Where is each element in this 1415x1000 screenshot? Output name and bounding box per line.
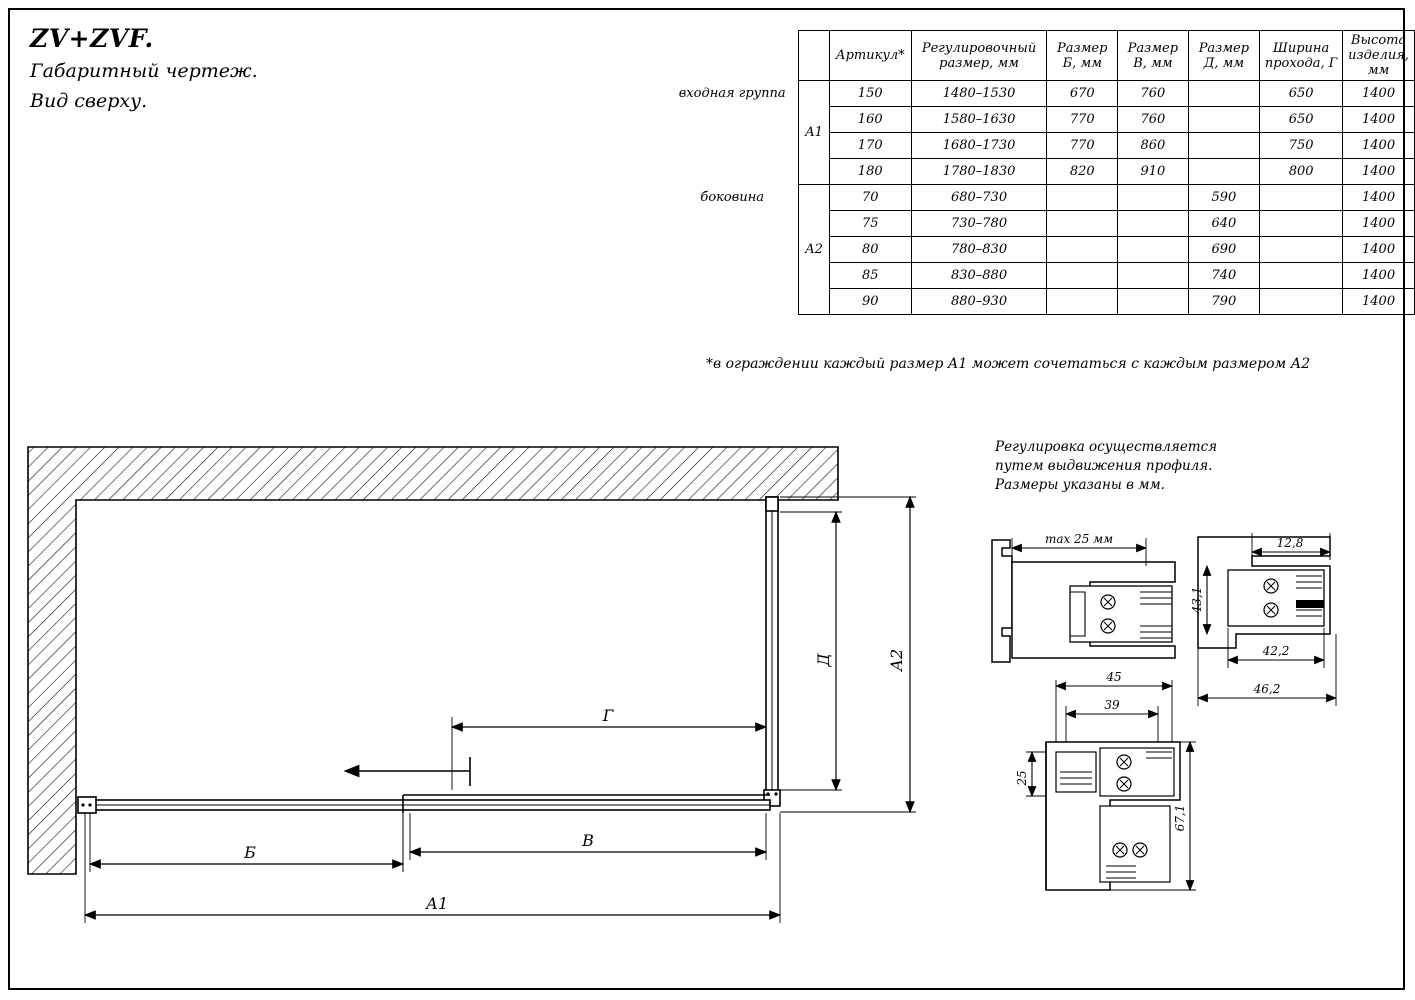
dimension-max25-label: max 25 мм: [1044, 532, 1114, 546]
cell-v: 760: [1118, 107, 1189, 133]
cell-h: 1400: [1343, 81, 1415, 107]
dimension-v-label: В: [582, 831, 594, 850]
dimension-67-1-label: 67,1: [1173, 804, 1187, 832]
cell-b: 770: [1047, 133, 1118, 159]
dimension-g: [452, 706, 766, 790]
dimension-a2: [780, 497, 916, 812]
dimension-12-8-label: 12,8: [1276, 536, 1304, 550]
cell-article: 160: [829, 107, 911, 133]
cell-adjust: 1580–1630: [911, 107, 1047, 133]
profile-section-wall: [992, 540, 1175, 662]
cell-d: 590: [1188, 185, 1259, 211]
dimension-39: [1066, 698, 1158, 742]
cell-b: 820: [1047, 159, 1118, 185]
cell-adjust: 730–780: [911, 211, 1047, 237]
profile-section-corner: [1046, 742, 1180, 890]
dimension-v: [410, 813, 766, 860]
cell-article: 170: [829, 133, 911, 159]
cell-g: 750: [1260, 133, 1343, 159]
dimension-b: [90, 813, 403, 872]
profile-section-glass: [1198, 537, 1330, 648]
dimension-43-1-label: 43,1: [1190, 586, 1204, 614]
header-size-b: Размер Б, мм: [1047, 31, 1118, 81]
dimension-45-label: 45: [1106, 670, 1122, 684]
cell-d: 790: [1188, 289, 1259, 315]
dimension-a1-label: А1: [425, 894, 449, 913]
cell-d: 740: [1188, 263, 1259, 289]
dimension-max25: [1012, 532, 1146, 566]
dimension-a2-label: А2: [887, 648, 906, 672]
group-code-a1: A1: [799, 81, 829, 185]
cell-h: 1400: [1343, 107, 1415, 133]
cell-article: 70: [829, 185, 911, 211]
title-subtitle-2: Вид сверху.: [30, 90, 148, 112]
cell-article: 80: [829, 237, 911, 263]
cell-article: 150: [829, 81, 911, 107]
cell-h: 1400: [1343, 159, 1415, 185]
cell-h: 1400: [1343, 133, 1415, 159]
cell-d: 690: [1188, 237, 1259, 263]
cell-h: 1400: [1343, 211, 1415, 237]
group-code-a2: A2: [799, 185, 829, 315]
cell-article: 85: [829, 263, 911, 289]
dimension-d: [780, 512, 842, 790]
cell-h: 1400: [1343, 263, 1415, 289]
dimension-42-2-label: 42,2: [1262, 644, 1290, 658]
cell-g: 650: [1260, 107, 1343, 133]
header-size-v: Размер В, мм: [1118, 31, 1189, 81]
cell-article: 90: [829, 289, 911, 315]
page-title: ZV+ZVF.: [30, 24, 154, 53]
cell-adjust: 1480–1530: [911, 81, 1047, 107]
dimension-25: [1015, 752, 1046, 796]
header-article: Артикул*: [829, 31, 911, 81]
header-size-d: Размер Д, мм: [1188, 31, 1259, 81]
cell-adjust: 1780–1830: [911, 159, 1047, 185]
group-label-a2: боковина: [700, 190, 765, 205]
cell-article: 180: [829, 159, 911, 185]
header-passage: Ширина прохода, Г: [1260, 31, 1343, 81]
cell-h: 1400: [1343, 185, 1415, 211]
cell-g: 650: [1260, 81, 1343, 107]
cell-b: 770: [1047, 107, 1118, 133]
header-height: Высота изделия, мм: [1343, 31, 1415, 81]
dimension-g-label: Г: [602, 706, 614, 725]
cell-g: 800: [1260, 159, 1343, 185]
dimension-a1: [85, 813, 780, 923]
dimension-46-2-label: 46,2: [1253, 682, 1281, 696]
dimension-b-label: Б: [244, 843, 256, 862]
cell-b: 670: [1047, 81, 1118, 107]
header-adjust: Регулировочный размер, мм: [911, 31, 1047, 81]
cell-adjust: 830–880: [911, 263, 1047, 289]
cell-v: 760: [1118, 81, 1189, 107]
group-label-a1: входная группа: [678, 86, 786, 101]
sliding-direction-arrow: [345, 757, 470, 786]
cell-adjust: 880–930: [911, 289, 1047, 315]
cell-article: 75: [829, 211, 911, 237]
dimension-25-label: 25: [1015, 770, 1029, 786]
cell-h: 1400: [1343, 237, 1415, 263]
dimension-39-label: 39: [1104, 698, 1120, 712]
adjustment-note: Регулировка осуществляется путем выдвижения профиля. Размеры указаны в мм.: [995, 439, 1218, 493]
table-footnote: *в ограждении каждый размер А1 может сочетаться с каждым размером А2: [706, 356, 1311, 372]
cell-adjust: 680–730: [911, 185, 1047, 211]
cell-v: 910: [1118, 159, 1189, 185]
cell-adjust: 780–830: [911, 237, 1047, 263]
cell-d: 640: [1188, 211, 1259, 237]
dimension-d-label: Д: [814, 653, 833, 667]
cell-adjust: 1680–1730: [911, 133, 1047, 159]
cell-h: 1400: [1343, 289, 1415, 315]
cell-v: 860: [1118, 133, 1189, 159]
enclosure-outline: [78, 497, 780, 872]
title-subtitle-1: Габаритный чертеж.: [30, 60, 258, 82]
